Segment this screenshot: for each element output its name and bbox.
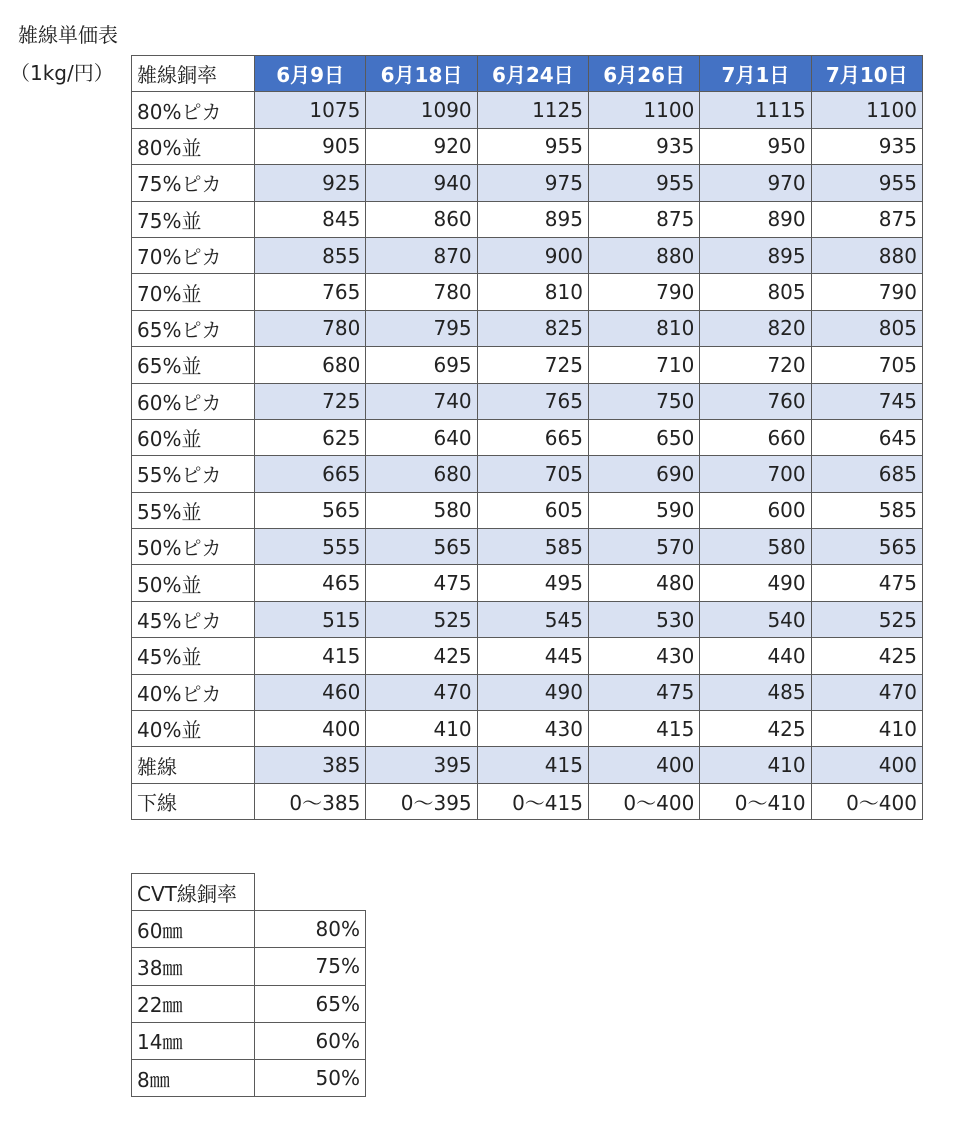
grade-label: 70%ピカ (132, 237, 255, 273)
page-title: 雑線単価表 (18, 23, 118, 47)
price-table (131, 55, 923, 820)
price-cell: 400 (811, 747, 922, 783)
price-cell: 660 (700, 419, 811, 455)
price-cell: 900 (477, 237, 588, 273)
price-cell: 605 (477, 492, 588, 528)
price-cell: 970 (700, 165, 811, 201)
date-header: 6月26日 (588, 56, 699, 92)
cvt-header: CVT線銅率 (132, 874, 255, 911)
price-cell: 710 (588, 347, 699, 383)
grade-label: 75%並 (132, 201, 255, 237)
grade-label: 60%並 (132, 419, 255, 455)
price-cell: 555 (255, 529, 366, 565)
price-cell: 470 (366, 674, 477, 710)
cvt-row (132, 1022, 366, 1059)
grade-label: 45%並 (132, 638, 255, 674)
date-header: 7月1日 (700, 56, 811, 92)
price-cell: 685 (811, 456, 922, 492)
price-cell: 780 (366, 274, 477, 310)
cvt-row (132, 911, 366, 948)
price-cell: 485 (700, 674, 811, 710)
price-cell: 855 (255, 237, 366, 273)
cvt-size: 22㎜ (132, 985, 255, 1022)
price-cell: 0～395 (366, 783, 477, 819)
table-row (132, 92, 923, 128)
cvt-header-row (132, 874, 366, 911)
price-cell: 895 (700, 237, 811, 273)
table-row (132, 237, 923, 273)
price-cell: 690 (588, 456, 699, 492)
price-cell: 395 (366, 747, 477, 783)
price-cell: 790 (811, 274, 922, 310)
grade-label: 55%並 (132, 492, 255, 528)
price-cell: 475 (588, 674, 699, 710)
price-cell: 875 (588, 201, 699, 237)
cvt-rate: 80% (255, 911, 366, 948)
price-cell: 955 (588, 165, 699, 201)
price-cell: 430 (477, 711, 588, 747)
price-cell: 705 (811, 347, 922, 383)
price-cell: 565 (255, 492, 366, 528)
cvt-table-body (132, 911, 366, 1097)
price-cell: 410 (700, 747, 811, 783)
cvt-header-blank (255, 874, 366, 911)
price-cell: 955 (477, 128, 588, 164)
price-cell: 1075 (255, 92, 366, 128)
grade-label: 45%ピカ (132, 601, 255, 637)
price-cell: 640 (366, 419, 477, 455)
price-cell: 935 (588, 128, 699, 164)
price-cell: 0～385 (255, 783, 366, 819)
price-cell: 975 (477, 165, 588, 201)
table-row (132, 201, 923, 237)
price-cell: 525 (366, 601, 477, 637)
price-cell: 705 (477, 456, 588, 492)
price-cell: 680 (366, 456, 477, 492)
cvt-table (131, 873, 366, 1097)
table-row (132, 674, 923, 710)
grade-label: 65%並 (132, 347, 255, 383)
price-cell: 525 (811, 601, 922, 637)
grade-label: 60%ピカ (132, 383, 255, 419)
cvt-size: 8㎜ (132, 1059, 255, 1096)
price-cell: 515 (255, 601, 366, 637)
date-header: 7月10日 (811, 56, 922, 92)
table-row (132, 711, 923, 747)
price-cell: 385 (255, 747, 366, 783)
price-cell: 955 (811, 165, 922, 201)
price-cell: 765 (255, 274, 366, 310)
price-cell: 1090 (366, 92, 477, 128)
price-cell: 950 (700, 128, 811, 164)
price-cell: 920 (366, 128, 477, 164)
cvt-row (132, 985, 366, 1022)
table-row (132, 128, 923, 164)
price-cell: 445 (477, 638, 588, 674)
table-row (132, 747, 923, 783)
price-cell: 695 (366, 347, 477, 383)
cvt-row (132, 948, 366, 985)
price-cell: 425 (700, 711, 811, 747)
price-cell: 545 (477, 601, 588, 637)
grade-label: 70%並 (132, 274, 255, 310)
grade-label: 下線 (132, 783, 255, 819)
cvt-rate: 75% (255, 948, 366, 985)
price-cell: 1100 (588, 92, 699, 128)
price-cell: 720 (700, 347, 811, 383)
price-cell: 1115 (700, 92, 811, 128)
price-cell: 725 (255, 383, 366, 419)
price-cell: 875 (811, 201, 922, 237)
price-cell: 475 (811, 565, 922, 601)
table-row (132, 783, 923, 819)
price-cell: 745 (811, 383, 922, 419)
grade-label: 80%ピカ (132, 92, 255, 128)
grade-label: 雑線 (132, 747, 255, 783)
price-cell: 540 (700, 601, 811, 637)
grade-label: 40%並 (132, 711, 255, 747)
table-row (132, 383, 923, 419)
price-cell: 470 (811, 674, 922, 710)
price-cell: 805 (811, 310, 922, 346)
price-cell: 410 (366, 711, 477, 747)
cvt-size: 38㎜ (132, 948, 255, 985)
price-cell: 580 (366, 492, 477, 528)
price-cell: 565 (366, 529, 477, 565)
date-header: 6月18日 (366, 56, 477, 92)
price-cell: 425 (366, 638, 477, 674)
price-cell: 905 (255, 128, 366, 164)
price-cell: 680 (255, 347, 366, 383)
grade-label: 75%ピカ (132, 165, 255, 201)
table-row (132, 165, 923, 201)
price-cell: 415 (477, 747, 588, 783)
price-cell: 625 (255, 419, 366, 455)
unit-label: （1kg/円） (10, 61, 114, 85)
table-row (132, 310, 923, 346)
price-cell: 430 (588, 638, 699, 674)
cvt-rate: 60% (255, 1022, 366, 1059)
table-row (132, 529, 923, 565)
price-cell: 585 (811, 492, 922, 528)
price-cell: 665 (477, 419, 588, 455)
table-row (132, 419, 923, 455)
price-cell: 845 (255, 201, 366, 237)
table-row (132, 347, 923, 383)
cvt-size: 60㎜ (132, 911, 255, 948)
cvt-rate: 65% (255, 985, 366, 1022)
grade-label: 50%並 (132, 565, 255, 601)
cvt-row (132, 1059, 366, 1096)
price-cell: 0～415 (477, 783, 588, 819)
table-row (132, 456, 923, 492)
price-cell: 750 (588, 383, 699, 419)
price-cell: 490 (477, 674, 588, 710)
price-cell: 700 (700, 456, 811, 492)
cvt-size: 14㎜ (132, 1022, 255, 1059)
table-row (132, 492, 923, 528)
price-cell: 490 (700, 565, 811, 601)
price-cell: 0～410 (700, 783, 811, 819)
table-row (132, 638, 923, 674)
price-cell: 570 (588, 529, 699, 565)
price-cell: 415 (255, 638, 366, 674)
price-cell: 475 (366, 565, 477, 601)
grade-label: 65%ピカ (132, 310, 255, 346)
table-row (132, 565, 923, 601)
grade-label: 50%ピカ (132, 529, 255, 565)
price-cell: 585 (477, 529, 588, 565)
cvt-rate: 50% (255, 1059, 366, 1096)
price-cell: 0～400 (811, 783, 922, 819)
price-cell: 725 (477, 347, 588, 383)
price-cell: 860 (366, 201, 477, 237)
price-cell: 790 (588, 274, 699, 310)
price-cell: 495 (477, 565, 588, 601)
price-cell: 880 (588, 237, 699, 273)
price-cell: 780 (255, 310, 366, 346)
price-cell: 1125 (477, 92, 588, 128)
price-cell: 410 (811, 711, 922, 747)
table-row (132, 274, 923, 310)
price-cell: 820 (700, 310, 811, 346)
price-cell: 740 (366, 383, 477, 419)
price-cell: 1100 (811, 92, 922, 128)
price-cell: 895 (477, 201, 588, 237)
price-cell: 400 (255, 711, 366, 747)
price-cell: 880 (811, 237, 922, 273)
price-table-body (132, 92, 923, 820)
header-row (132, 56, 923, 92)
price-cell: 650 (588, 419, 699, 455)
price-cell: 810 (588, 310, 699, 346)
grade-label: 40%ピカ (132, 674, 255, 710)
price-cell: 925 (255, 165, 366, 201)
price-cell: 565 (811, 529, 922, 565)
price-cell: 805 (700, 274, 811, 310)
price-cell: 665 (255, 456, 366, 492)
date-header: 6月24日 (477, 56, 588, 92)
price-cell: 480 (588, 565, 699, 601)
price-cell: 460 (255, 674, 366, 710)
price-cell: 0～400 (588, 783, 699, 819)
price-cell: 530 (588, 601, 699, 637)
price-cell: 580 (700, 529, 811, 565)
price-cell: 440 (700, 638, 811, 674)
price-cell: 825 (477, 310, 588, 346)
price-cell: 400 (588, 747, 699, 783)
price-cell: 795 (366, 310, 477, 346)
corner-label: 雑線銅率 (132, 56, 255, 92)
price-cell: 760 (700, 383, 811, 419)
price-cell: 810 (477, 274, 588, 310)
price-cell: 425 (811, 638, 922, 674)
price-cell: 590 (588, 492, 699, 528)
grade-label: 55%ピカ (132, 456, 255, 492)
price-cell: 890 (700, 201, 811, 237)
price-cell: 940 (366, 165, 477, 201)
price-cell: 870 (366, 237, 477, 273)
date-header: 6月9日 (255, 56, 366, 92)
price-cell: 765 (477, 383, 588, 419)
table-row (132, 601, 923, 637)
price-cell: 645 (811, 419, 922, 455)
grade-label: 80%並 (132, 128, 255, 164)
price-cell: 415 (588, 711, 699, 747)
price-cell: 935 (811, 128, 922, 164)
price-cell: 465 (255, 565, 366, 601)
price-cell: 600 (700, 492, 811, 528)
